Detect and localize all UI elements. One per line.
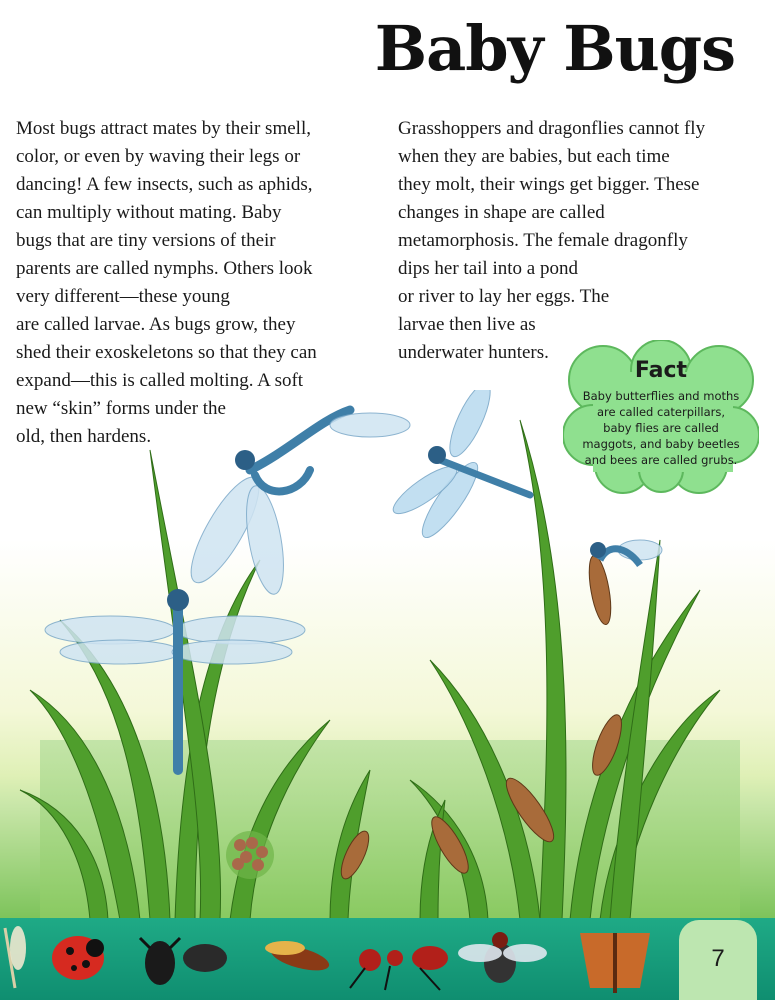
text-line: new “skin” forms under the [16,398,226,419]
dragonfly-flying [388,390,530,544]
moth-icon [580,933,650,993]
page-title: Baby Bugs [374,12,735,85]
text-line: larvae then live as [398,314,536,335]
text-line: or river to lay her eggs. The [398,286,610,307]
text-line: parents are called nymphs. Others look [16,258,313,279]
fact-title: Fact [634,358,688,383]
text-line: underwater hunters. [398,342,549,363]
insect-row [0,918,775,1000]
text-line: dips her tail into a pond [398,258,578,279]
text-line: old, then hardens. [16,426,152,447]
fact-bubble [563,340,759,495]
mayfly-icon [5,926,26,988]
page-number: 7 [711,945,725,972]
text-line: expand—this is called molting. A soft [16,370,304,391]
text-line: metamorphosis. The female dragonfly [398,230,688,251]
ladybug-icon [52,936,104,980]
text-line: Most bugs attract mates by their smell, [16,118,311,139]
text-line: when they are babies, but each time [398,146,670,167]
text-line: shed their exoskeletons so that they can [16,342,317,363]
text-line: changes in shape are called [398,202,605,223]
housefly-icon [458,932,547,983]
ant-icon [350,946,448,990]
text-line: dancing! A few insects, such as aphids, [16,174,313,195]
firefly-icon [265,941,332,976]
text-line: bugs that are tiny versions of their [16,230,276,251]
text-line: are called larvae. As bugs grow, they [16,314,296,335]
text-line: very different—these young [16,286,230,307]
text-line: can multiply without mating. Baby [16,202,282,223]
right-text-column [398,115,705,367]
text-line: Grasshoppers and dragonflies cannot fly [398,118,706,139]
beetle-pair-icon [140,938,227,985]
egg-cluster [226,831,274,879]
bottom-insect-strip [0,918,775,1000]
fact-text: Baby butterflies and moths are called caterpillars, baby flies are called maggots, and baby beetles and bees are called grubs. [582,389,740,467]
text-line: they molt, their wings get bigger. These [398,174,700,195]
text-line: color, or even by waving their legs or [16,146,301,167]
